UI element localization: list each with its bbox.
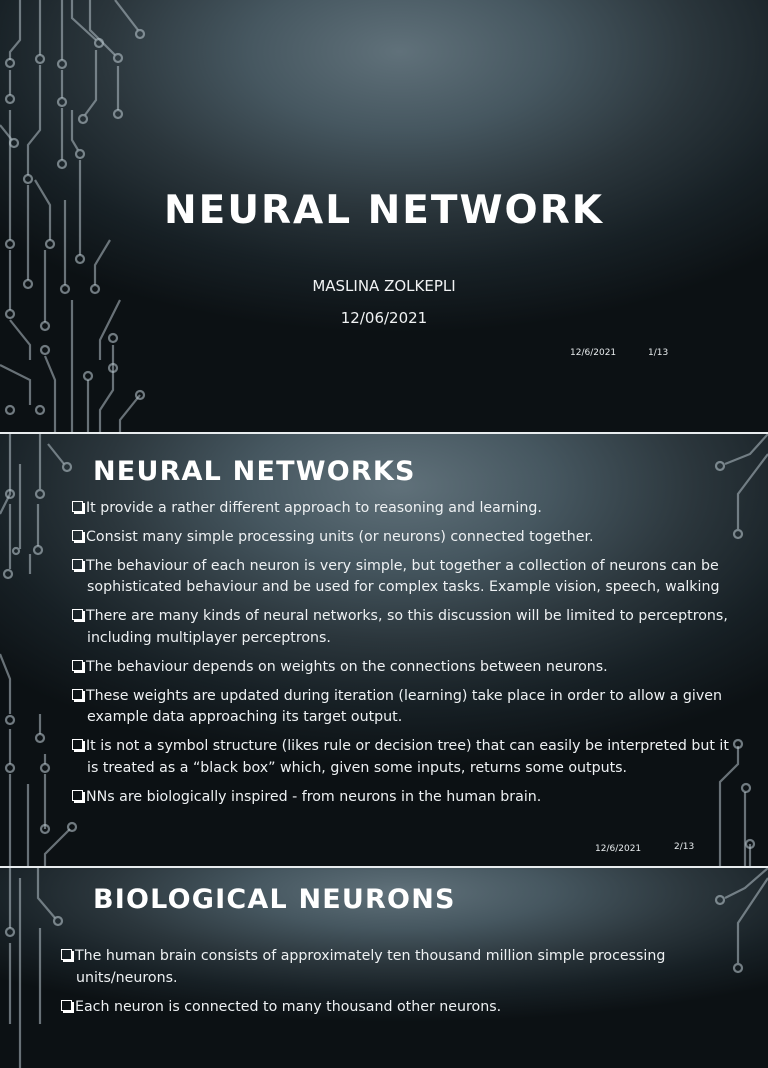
checkbox-bullet-icon [72, 609, 83, 620]
checkbox-bullet-icon [61, 949, 72, 960]
slide-heading: NEURAL NETWORKS [93, 456, 416, 487]
checkbox-bullet-icon [72, 790, 83, 801]
list-item [72, 736, 732, 780]
bullet-text: It provide a rather different approach to reasoning and learning. [86, 500, 542, 516]
checkbox-bullet-icon [72, 689, 83, 700]
page-number: 2/13 [674, 842, 695, 852]
bullet-list [72, 498, 732, 816]
footer-date: 12/6/2021 [570, 348, 617, 358]
list-item [72, 498, 732, 520]
presentation-date: 12/06/2021 [340, 309, 428, 327]
slide-heading: BIOLOGICAL NEURONS [93, 884, 456, 915]
checkbox-bullet-icon [72, 739, 83, 750]
bullet-text: NNs are biologically inspired - from neurons in the human brain. [86, 788, 542, 805]
checkbox-bullet-icon [61, 1000, 72, 1011]
checkbox-bullet-icon [72, 501, 83, 512]
footer-date: 12/6/2021 [595, 844, 642, 854]
list-item [61, 946, 731, 990]
page-number: 1/13 [648, 348, 669, 358]
bullet-text: Each neuron is connected to many thousand other neurons. [75, 998, 502, 1015]
bullet-text: There are many kinds of neural networks, so this discussion will be limited to perceptrons, including multiplayer perceptrons. [86, 608, 728, 646]
bullet-list [61, 946, 731, 1025]
slide-title-heading: NEURAL NETWORK [164, 188, 604, 233]
list-item [72, 556, 732, 600]
slide-title [0, 0, 768, 432]
checkbox-bullet-icon [72, 530, 83, 541]
bullet-text: The behaviour of each neuron is very simple, but together a collection of neurons can be sophisticated behaviour and be used for complex tasks. Example vision, speech, walking [86, 557, 720, 596]
author-name: MASLINA ZOLKEPLI [312, 277, 456, 295]
list-item [72, 606, 732, 650]
list-item [72, 657, 732, 679]
slide-biological-neurons [0, 868, 768, 1068]
list-item [72, 527, 732, 549]
bullet-text: Consist many simple processing units (or neurons) connected together. [86, 528, 594, 545]
bullet-text: It is not a symbol structure (likes rule or decision tree) that can easily be interpreted but it is treated as a “black box” which, given some inputs, returns some outputs. [86, 738, 729, 776]
bullet-text: The human brain consists of approximately ten thousand million simple processing units/neurons. [75, 948, 666, 986]
list-item [61, 997, 731, 1019]
checkbox-bullet-icon [72, 660, 83, 671]
list-item [72, 686, 732, 730]
list-item [72, 787, 732, 809]
slide-neural-networks [0, 434, 768, 866]
bullet-text: The behaviour depends on weights on the connections between neurons. [86, 658, 608, 675]
checkbox-bullet-icon [72, 559, 83, 570]
circuit-decoration-left [0, 434, 80, 866]
bullet-text: These weights are updated during iteration (learning) take place in order to allow a given example data approaching its target output. [86, 687, 722, 726]
